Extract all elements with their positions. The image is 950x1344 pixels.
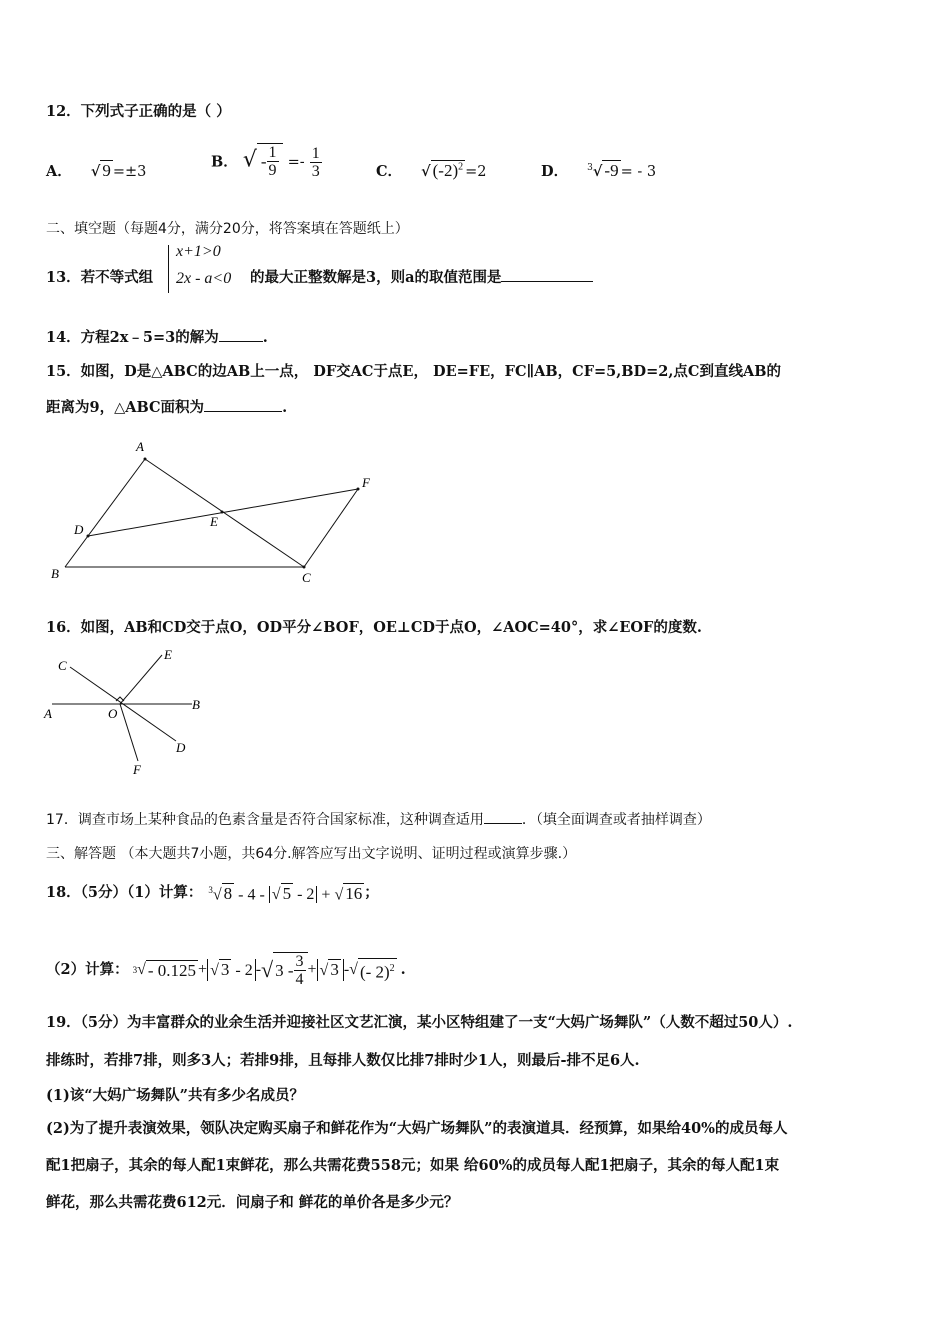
q15-line1: 15．如图，D是△ABC的边AB上一点， DF交AC于点E， DE=FE，FC∥AB，CF=5,BD=2,点C到直线AB的 — [46, 363, 781, 380]
q13-prefix: 13．若不等式组 — [46, 269, 154, 286]
q16-label-e: E — [164, 647, 172, 662]
q16-label-a: A — [44, 706, 52, 721]
q15-answer-blank[interactable] — [204, 411, 282, 412]
q13-inequality-system: x+1>0 2x - a<0 — [168, 243, 250, 295]
q19-line1: 19．（5分）为丰富群众的业余生活并迎接社区文艺汇演，某小区特组建了一支“大妈广场舞队”（人数不超过50人）. — [46, 1014, 793, 1031]
q15-label-d: D — [74, 522, 84, 537]
q14-answer-blank[interactable] — [219, 341, 263, 342]
sqrt-9: 9 — [102, 161, 111, 180]
q15-label-a: A — [136, 439, 144, 454]
section-2-heading: 二、填空题（每题4分，满分20分，将答案填在答题纸上） — [46, 221, 409, 237]
q12-stem: 12．下列式子正确的是（ ） — [46, 103, 231, 120]
q12-option-d[interactable]: D． $^3$√ -9 = - 3 — [541, 161, 657, 180]
q15-label-b: B — [51, 566, 59, 581]
q16-label-f: F — [133, 762, 141, 777]
q12-option-b[interactable]: B． √ - $\frac{1}{9}$ =- $\frac{1}{3}$ — [211, 144, 320, 180]
q19-line5: 配1把扇子，其余的每人配1束鲜花，那么共需花费558元；如果 给60%的成员每人配1把扇子，其余的每人配1束 — [46, 1157, 780, 1174]
q15-figure — [40, 435, 390, 590]
q16-figure — [40, 645, 220, 780]
q13-suffix: 的最大正整数解是3，则a的取值范围是 — [250, 268, 593, 288]
q15-label-f: F — [362, 475, 370, 490]
q19-line3: (1)该“大妈广场舞队”共有多少名成员？ — [46, 1087, 304, 1104]
section-3-heading: 三、解答题 （本大题共7小题，共64分.解答应写出文字说明、证明过程或演算步骤.） — [46, 846, 577, 862]
q18-part2: （2）计算： 3 √ - 0.125 + √ 3 - 2 - √ 3 - $\frac{3}{4}$ + √ 3 - √ (- 2)$^2$ . — [46, 953, 406, 988]
q12-option-c[interactable]: C． √ $(-2)^2 =2$ — [376, 161, 487, 180]
q19-line4: (2)为了提升表演效果，领队决定购买扇子和鲜花作为“大妈广场舞队”的表演道具．经预算，如果给40%的成员每人 — [46, 1120, 788, 1137]
q17-answer-blank[interactable] — [484, 823, 522, 824]
q16-label-d: D — [176, 740, 186, 755]
q18-part1: 18．（5分）（1）计算： $^3$√ 8 - 4 - √ 5 - 2 + √ 16 ； — [46, 883, 379, 904]
q14-text: 14．方程2x﹣5=3的解为 . — [46, 329, 268, 346]
q15-line2: 距离为9，△ABC面积为 . — [46, 399, 288, 416]
q15-label-e: E — [210, 514, 218, 529]
q19-line2: 排练时，若排7排，则多3人；若排9排，且每排人数仅比排7排时少1人，则最后-排不足6人. — [46, 1052, 640, 1069]
q16-text: 16．如图，AB和CD交于点O，OD平分∠BOF，OE⊥CD于点O，∠AOC=40°，求∠EOF的度数. — [46, 619, 702, 636]
q16-label-c: C — [58, 658, 67, 673]
q19-line6: 鲜花，那么共需花费612元．问扇子和 鲜花的单价各是多少元？ — [46, 1194, 459, 1211]
q13-answer-blank[interactable] — [501, 281, 593, 282]
q16-label-b: B — [192, 697, 200, 712]
q12-option-a[interactable]: A． √ 9 =±3 — [46, 161, 147, 180]
q16-label-o: O — [108, 706, 118, 721]
q17-text: 17．调查市场上某种食品的色素含量是否符合国家标准，这种调查适用 ．（填全面调查或者抽样调查） — [46, 812, 711, 828]
q15-label-c: C — [302, 570, 311, 585]
